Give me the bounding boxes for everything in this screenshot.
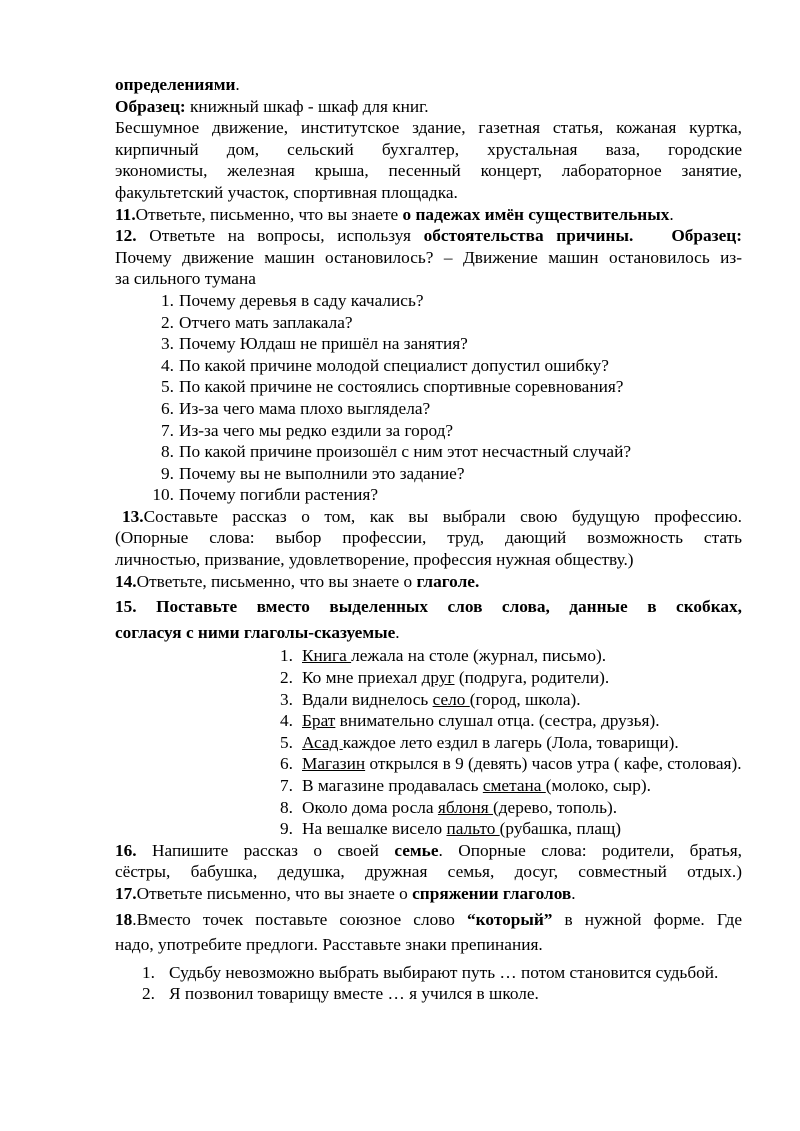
item-number: 6. — [280, 754, 293, 774]
item-text — [302, 710, 742, 732]
item-text — [302, 797, 742, 819]
sample-line — [115, 96, 742, 118]
item-text: Почему деревья в саду качались? — [179, 290, 424, 310]
item-number: 5. — [161, 377, 174, 397]
item-text-rest: каждое лето ездил в лагерь (Лола, товарищи). — [342, 732, 679, 752]
item-number: 5. — [280, 732, 293, 752]
list-item — [280, 775, 742, 797]
underlined-word: Книга — [302, 646, 352, 666]
list-item — [149, 376, 742, 398]
list-item — [280, 818, 742, 840]
text: Ответьте, письменно, что вы знаете о — [136, 571, 417, 591]
document-body — [115, 74, 742, 1005]
item-text: По какой причине не состоялись спортивные соревнования? — [179, 377, 624, 397]
text: .Вместо точек поставьте союзное слово — [132, 909, 468, 929]
bold-text: о падежах имён существительных — [402, 204, 670, 224]
exercise-15: 15. Поставьте вместо выделенных слов слова, данные в скобках, — [115, 597, 742, 617]
item-number: 4. — [280, 711, 293, 731]
bold-text: обстоятельства причины. — [423, 226, 634, 246]
text: Ответьте на вопросы, используя — [136, 226, 424, 246]
list-item — [149, 355, 742, 377]
text: . — [395, 622, 400, 642]
item-text: Я позвонил товарищу вместе … я учился в школе. — [169, 984, 539, 1004]
list-item — [149, 463, 742, 485]
underlined-word: яблоня — [437, 797, 493, 817]
item-number: 2. — [280, 668, 293, 688]
item-text: Отчего мать заплакала? — [179, 312, 353, 332]
exercise-14 — [115, 571, 742, 593]
item-text: Почему погибли растения? — [179, 485, 379, 505]
item-number: 10. — [152, 485, 174, 505]
paragraph-line: кирпичный дом, сельский бухгалтер, хрустальная ваза, городские — [115, 139, 742, 159]
paragraph-line: Бесшумное движение, институтское здание, газетная статья, кожаная куртка, — [115, 118, 742, 138]
text: Ответьте, письменно, что вы знаете — [135, 204, 403, 224]
exercise-number: 14. — [115, 571, 137, 591]
item-text — [302, 753, 742, 775]
exercise-number: 16. — [115, 840, 137, 860]
sample-text: книжный шкаф - шкаф для книг. — [185, 96, 429, 116]
item-number: 2. — [142, 984, 155, 1004]
exercise-number: 11. — [115, 204, 136, 224]
underlined-word: село — [432, 689, 470, 709]
exercise-16 — [115, 840, 742, 862]
item-text: Из-за чего мама плохо выглядела? — [179, 398, 431, 418]
list-item — [149, 312, 742, 334]
underlined-word: сметана — [482, 776, 546, 795]
item-text-rest: открылся в 9 (девять) часов утра ( кафе, столовая). — [365, 754, 742, 774]
item-text-prefix: На вешалке висело — [302, 819, 447, 839]
item-text-rest: (рубашка, плащ) — [499, 819, 622, 839]
item-number: 4. — [161, 355, 174, 375]
item-number: 3. — [280, 689, 293, 709]
paragraph-line: (Опорные слова: выбор профессии, труд, дающий возможность стать — [115, 528, 742, 548]
text: Составьте рассказ о том, как вы выбрали свою будущую профессию. — [143, 506, 742, 526]
item-number: 7. — [280, 776, 293, 795]
item-text-rest: (молоко, сыр). — [545, 776, 651, 795]
item-text-prefix: Ко мне приехал — [302, 668, 422, 688]
item-text — [302, 775, 742, 797]
item-text — [302, 818, 742, 840]
list-item — [280, 689, 742, 711]
sample-label: Образец: — [115, 96, 186, 116]
list-item — [149, 333, 742, 355]
underlined-word: Асад — [302, 732, 343, 752]
item-text-prefix: Вдали виднелось — [302, 689, 433, 709]
underlined-word: пальто — [446, 819, 500, 839]
item-number: 9. — [161, 463, 174, 483]
list-item — [149, 398, 742, 420]
list-item — [142, 962, 742, 984]
exercise-number: 13. — [122, 506, 144, 526]
item-number: 1. — [142, 962, 155, 982]
text: . — [235, 75, 240, 94]
item-text: По какой причине произошёл с ним этот несчастный случай? — [179, 442, 632, 462]
bold-text: “который” — [467, 909, 553, 929]
paragraph-line: личностью, призвание, удовлетворение, профессия нужная обществу.) — [115, 550, 634, 570]
item-text-rest: (дерево, тополь). — [493, 797, 618, 817]
item-text — [302, 732, 742, 754]
item-text-rest: (город, школа). — [469, 689, 581, 709]
text: Напишите рассказ о своей — [136, 840, 395, 860]
list-item — [142, 983, 742, 1005]
sample-label: Образец: — [671, 226, 742, 246]
exercise-18 — [115, 909, 742, 931]
paragraph-line: сёстры, бабушка, дедушка, дружная семья, досуг, совместный отдых.) — [115, 862, 742, 882]
question-list — [149, 290, 742, 506]
item-text: Почему Юлдаш не пришёл на занятия? — [179, 334, 468, 354]
list-item — [280, 645, 742, 667]
list-item — [149, 290, 742, 312]
item-number: 8. — [161, 442, 174, 462]
item-number: 9. — [280, 819, 293, 839]
exercise-number: 18 — [115, 909, 133, 929]
list-item — [280, 667, 742, 689]
underlined-word: Брат — [302, 711, 336, 731]
list-item — [280, 797, 742, 819]
exercise-12 — [115, 225, 742, 247]
underlined-word: Магазин — [302, 754, 366, 774]
exercise-11 — [115, 204, 742, 226]
exercise-13 — [115, 506, 742, 528]
item-text-rest: внимательно слушал отца. (сестра, друзья). — [335, 711, 660, 731]
paragraph-line — [115, 622, 742, 644]
list-item — [149, 484, 742, 506]
list-item — [149, 420, 742, 442]
text: . — [669, 204, 674, 224]
sentence-list — [142, 962, 742, 1005]
bold-text: согласуя с ними глаголы-сказуемые — [115, 622, 396, 642]
item-text-prefix: Около дома росла — [302, 797, 438, 817]
item-text — [302, 645, 742, 667]
underlined-word: друг — [421, 668, 455, 688]
exercise-number: 17. — [115, 883, 137, 903]
item-number: 7. — [161, 420, 174, 440]
paragraph-line: факультетский участок, спортивная площадка. — [115, 182, 458, 202]
item-text: Почему вы не выполнили это задание? — [179, 463, 465, 483]
item-text-prefix: В магазине продавалась — [302, 776, 483, 795]
bold-text: глаголе. — [416, 571, 480, 591]
text: Ответьте письменно, что вы знаете о — [136, 883, 413, 903]
bold-text: спряжении глаголов — [412, 883, 572, 903]
text: . — [571, 883, 576, 903]
item-text-rest: лежала на столе (журнал, письмо). — [351, 646, 607, 666]
item-number: 6. — [161, 398, 174, 418]
bold-text: семье — [394, 840, 439, 860]
list-item — [280, 732, 742, 754]
item-text: По какой причине молодой специалист допустил ошибку? — [179, 355, 609, 375]
item-text — [302, 667, 742, 689]
bold-text: определениями — [115, 75, 236, 94]
text: . Опорные слова: родители, братья, — [438, 840, 743, 860]
list-item — [280, 753, 742, 775]
item-number: 1. — [280, 646, 293, 666]
item-number: 1. — [161, 290, 174, 310]
list-item — [149, 441, 742, 463]
item-text — [302, 689, 742, 711]
item-text: Из-за чего мы редко ездили за город? — [179, 420, 454, 440]
item-text: Судьбу невозможно выбрать выбирают путь … потом становится судьбой. — [169, 962, 719, 982]
paragraph-line: за сильного тумана — [115, 269, 256, 289]
paragraph-line: экономисты, железная крыша, песенный концерт, лабораторное занятие, — [115, 161, 742, 181]
paragraph-line: Почему движение машин остановилось? – Движение машин остановилось из- — [115, 247, 742, 267]
item-text-rest: (подруга, родители). — [454, 668, 610, 688]
item-number: 3. — [161, 334, 174, 354]
item-number: 8. — [280, 797, 293, 817]
text: в нужной форме. Где — [552, 909, 743, 929]
item-number: 2. — [161, 312, 174, 332]
list-item — [280, 710, 742, 732]
exercise-number: 12. — [115, 226, 137, 246]
continuation-line — [115, 74, 742, 96]
substitution-list — [280, 645, 742, 839]
exercise-17 — [115, 883, 742, 905]
paragraph-line: надо, употребите предлоги. Расставьте знаки препинания. — [115, 935, 543, 955]
